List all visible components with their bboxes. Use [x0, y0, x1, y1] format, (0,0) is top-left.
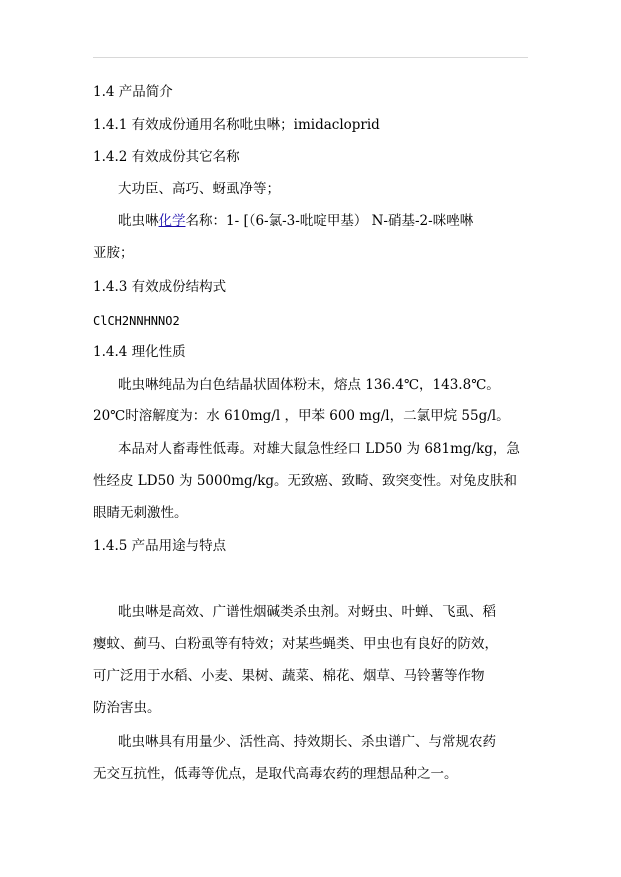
usage-line-3: 可广泛用于水稻、小麦、果树、蔬菜、棉花、烟草、马铃薯等作物: [93, 668, 485, 684]
usage-line-2: 瘿蚊、蓟马、白粉虱等有特效；对某些蝇类、甲虫也有良好的防效，: [93, 636, 498, 652]
features-line-2: 无交互抗性，低毒等优点，是取代高毒农药的理想品种之一。: [93, 766, 458, 782]
section-1-4-2-heading: 1.4.2 有效成份其它名称: [93, 149, 240, 165]
section-1-4-4-heading: 1.4.4 理化性质: [93, 344, 186, 360]
chemical-name-suffix: 名称：1- [（6-氯-3-吡啶甲基） N-硝基-2-咪唑啉: [185, 213, 474, 229]
chemical-name-line: [118, 212, 473, 230]
header-rule: [93, 57, 528, 58]
usage-line-1: 吡虫啉是高效、广谱性烟碱类杀虫剂。对蚜虫、叶蝉、飞虱、稻: [118, 604, 496, 620]
features-line-1: 吡虫啉具有用量少、活性高、持效期长、杀虫谱广、与常规农药: [118, 734, 496, 750]
section-1-4-3-heading: 1.4.3 有效成份结构式: [93, 279, 227, 295]
section-1-4-1-heading: 1.4.1 有效成份通用名称吡虫啉；imidacloprid: [93, 117, 380, 133]
section-1-4-5-heading: 1.4.5 产品用途与特点: [93, 538, 227, 554]
structural-formula: ClCH2NNHNNO2: [93, 314, 180, 328]
chemistry-link[interactable]: 化学: [158, 213, 186, 229]
chemical-name-prefix: 吡虫啉: [118, 213, 159, 229]
toxicity-line-3: 眼睛无刺激性。: [93, 505, 188, 521]
section-1-4-heading: 1.4 产品简介: [93, 84, 173, 100]
toxicity-line-2: 性经皮 LD50 为 5000mg/kg。无致癌、致畸、致突变性。对兔皮肤和: [93, 473, 518, 489]
properties-line-1: 吡虫啉纯品为白色结晶状固体粉末，熔点 136.4℃，143.8℃。: [118, 377, 500, 393]
chemical-name-continuation: 亚胺；: [93, 245, 134, 261]
properties-line-2: 20℃时溶解度为：水 610mg/l ，甲苯 600 mg/l，二氯甲烷 55g/l。: [93, 408, 510, 424]
usage-line-4: 防治害虫。: [93, 700, 161, 716]
toxicity-line-1: 本品对人畜毒性低毒。对雄大鼠急性经口 LD50 为 681mg/kg，急: [118, 441, 520, 457]
other-names-text: 大功臣、高巧、蚜虱净等；: [118, 181, 280, 197]
